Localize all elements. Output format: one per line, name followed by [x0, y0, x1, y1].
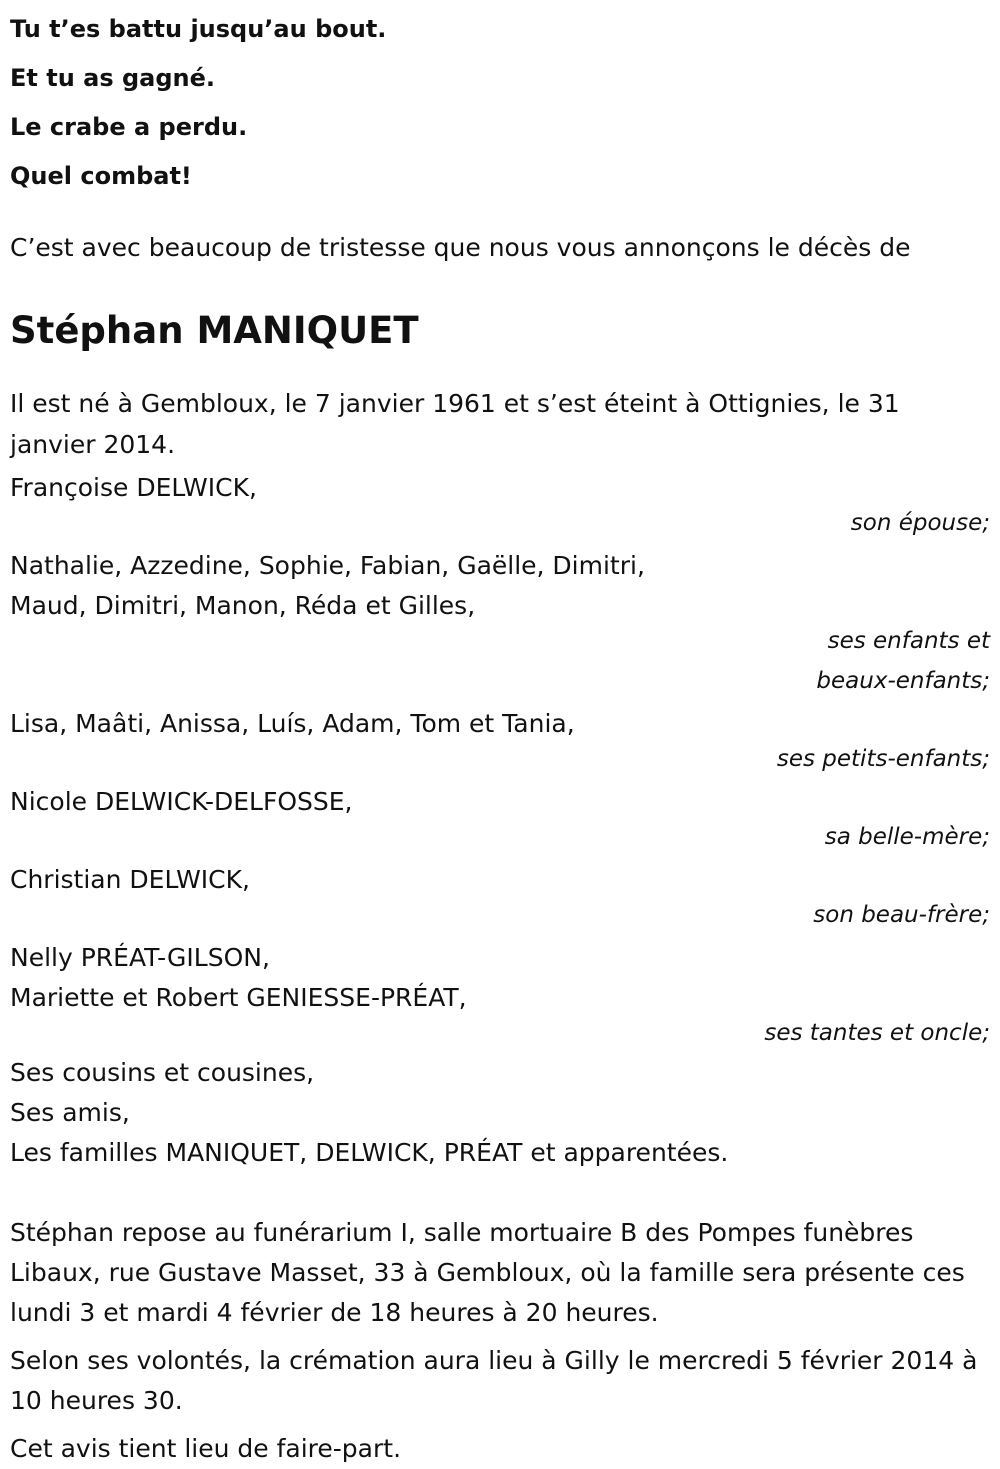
other-relatives-line: Ses cousins et cousines,: [10, 1058, 315, 1087]
announcement-intro: C’est avec beaucoup de tristesse que nous vous annonçons le décès de: [10, 233, 911, 262]
birth-death-info: Il est né à Gembloux, le 7 janvier 1961 et s’est éteint à Ottignies, le 31 janvier 2014.: [10, 389, 900, 459]
family-list: [10, 468, 990, 1053]
other-relatives-line: Ses amis,: [10, 1098, 130, 1127]
poem: [10, 5, 990, 201]
deceased-name: Stéphan MANIQUET: [10, 309, 419, 352]
family-names: Nicole DELWICK-DELFOSSE,: [10, 787, 353, 816]
family-names: Nelly PRÉAT-GILSON,: [10, 943, 270, 972]
family-entry: [10, 704, 990, 779]
closing-note: Cet avis tient lieu de faire-part.: [10, 1434, 402, 1463]
family-relation: ses tantes et oncle;: [764, 1020, 990, 1046]
funerarium-info: Stéphan repose au funérarium I, salle mortuaire B des Pompes funèbres Libaux, rue Gustave Masset, 33 à Gembloux, où la famille sera présente ces lundi 3 et mardi 4 février de 18 heures à 20 heures.: [10, 1218, 965, 1327]
family-relation: son beau-frère;: [813, 902, 990, 928]
family-relation: ses enfants et beaux-enfants;: [816, 628, 990, 694]
death-notice: [0, 5, 1000, 1469]
family-entry: [10, 782, 990, 857]
family-relation: sa belle-mère;: [824, 824, 990, 850]
family-relation: ses petits-enfants;: [776, 746, 990, 772]
family-entry: [10, 468, 990, 543]
family-entry: [10, 938, 990, 1053]
family-relation: son épouse;: [850, 510, 990, 536]
family-names: Lisa, Maâti, Anissa, Luís, Adam, Tom et Tania,: [10, 709, 575, 738]
family-names: Mariette et Robert GENIESSE-PRÉAT,: [10, 983, 467, 1012]
poem-line: Tu t’es battu jusqu’au bout.: [10, 15, 387, 43]
poem-line: Quel combat!: [10, 162, 192, 190]
family-entry: [10, 546, 990, 701]
poem-line: Et tu as gagné.: [10, 64, 216, 92]
other-relatives-line: Les familles MANIQUET, DELWICK, PRÉAT et apparentées.: [10, 1138, 729, 1167]
family-names: Christian DELWICK,: [10, 865, 250, 894]
family-names: Maud, Dimitri, Manon, Réda et Gilles,: [10, 591, 476, 620]
family-entry: [10, 860, 990, 935]
cremation-info: Selon ses volontés, la crémation aura lieu à Gilly le mercredi 5 février 2014 à 10 heures 30.: [10, 1346, 978, 1415]
family-names: Nathalie, Azzedine, Sophie, Fabian, Gaëlle, Dimitri,: [10, 551, 645, 580]
family-names: Françoise DELWICK,: [10, 473, 257, 502]
other-relatives: [10, 1053, 990, 1173]
poem-line: Le crabe a perdu.: [10, 113, 248, 141]
